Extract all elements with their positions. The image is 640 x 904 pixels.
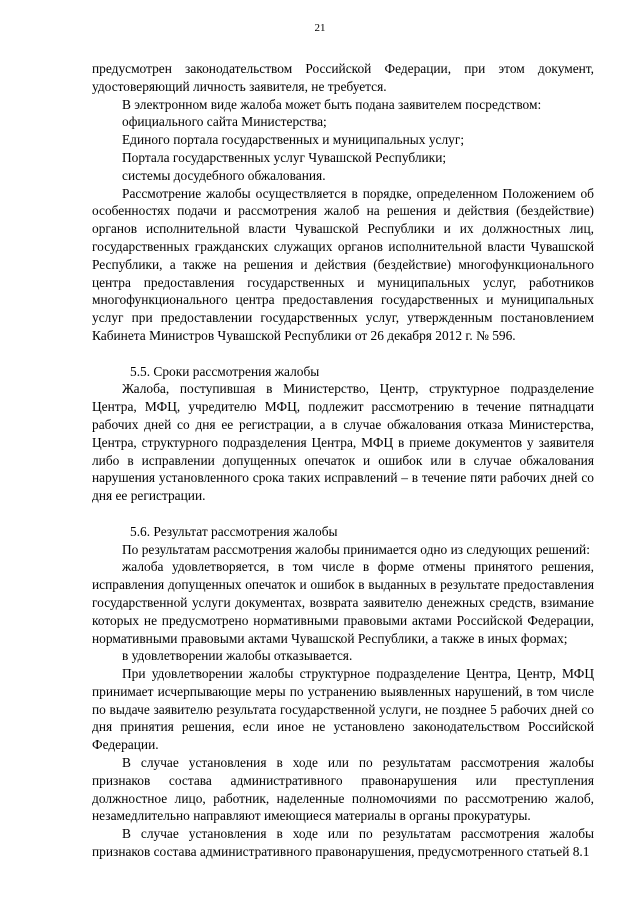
- page-number: 21: [314, 22, 326, 34]
- section-spacer: [92, 505, 594, 523]
- section-spacer: [92, 345, 594, 363]
- paragraph-identity-note: предусмотрен законодательством Российской Федерации, при этом документ, удостоверяющий личность заявителя, не требуется.: [92, 61, 594, 94]
- paragraph-decisions-intro: По результатам рассмотрения жалобы принимается одно из следующих решений:: [122, 541, 590, 557]
- list-item-chuvash-portal: Портала государственных услуг Чувашской Республики;: [122, 149, 447, 165]
- document-body: [92, 60, 594, 861]
- paragraph-administrative-offense: В случае установления в ходе или по результатам рассмотрения жалобы признаков состава административного правонарушения, предусмотренного статьей 8.1: [92, 826, 594, 860]
- paragraph-review-procedure: Рассмотрение жалобы осуществляется в порядке, определенном Положением об особенностях подачи и рассмотрения жалоб на решения и действия (бездействие) органов исполнительной власти Чувашской Республики и их должностных лиц, государственных гражданских служащих органов исполнительной власти Чувашской Республики, а также на решения и действия (бездействие) многофункционального центра предоставления государственных и муниципальных услуг, работников многофункционального центра предоставления государственных и муниципальных услуг при предоставлении государственных услуг, утвержденным постановлением Кабинета Министров Чувашской Республики от 26 декабря 2012 г. № 596.: [92, 185, 594, 343]
- list-item-complaint-satisfied: жалоба удовлетворяется, в том числе в форме отмены принятого решения, исправления допущенных опечаток и ошибок в выданных в результате предоставления государственной услуги документах, возврата заявителю денежных средств, взимание которых не предусмотрено нормативными правовыми актами Российской Федерации, нормативными правовыми актами Чувашской Республики, а также в иных формах;: [92, 559, 594, 646]
- list-item-pretrial-system: системы досудебного обжалования.: [122, 167, 326, 183]
- list-item-unified-portal: Единого портала государственных и муниципальных услуг;: [122, 132, 465, 148]
- section-heading-5-6: 5.6. Результат рассмотрения жалобы: [130, 523, 338, 539]
- section-heading-5-5: 5.5. Сроки рассмотрения жалобы: [130, 363, 320, 379]
- list-item-ministry-site: официального сайта Министерства;: [122, 114, 327, 130]
- paragraph-electronic-intro: В электронном виде жалоба может быть подана заявителем посредством:: [122, 96, 542, 112]
- list-item-complaint-refused: в удовлетворении жалобы отказывается.: [122, 648, 353, 664]
- paragraph-satisfaction-measures: При удовлетворении жалобы структурное подразделение Центра, Центр, МФЦ принимает исчерпывающие меры по устранению выявленных нарушений, в том числе по выдаче заявителю результата государственной услуги, не позднее 5 рабочих дней со дня принятия решения, если иное не установлено законодательством Российской Федерации.: [92, 666, 594, 753]
- paragraph-review-deadlines: Жалоба, поступившая в Министерство, Центр, структурное подразделение Центра, МФЦ, учредителю МФЦ, подлежит рассмотрению в течение пятнадцати рабочих дней со дня ее регистрации, а в случае обжалования отказа Министерства, Центра, структурного подразделения Центра, МФЦ в приеме документов у заявителя либо в исправлении допущенных опечаток и ошибок или в случае обжалования нарушения установленного срока таких исправлений – в течение пяти рабочих дней со дня ее регистрации.: [92, 381, 594, 504]
- paragraph-prosecution-referral: В случае установления в ходе или по результатам рассмотрения жалобы признаков состава административного правонарушения или преступления должностное лицо, работник, наделенные полномочиями по рассмотрению жалоб, незамедлительно направляют имеющиеся материалы в органы прокуратуры.: [92, 755, 594, 824]
